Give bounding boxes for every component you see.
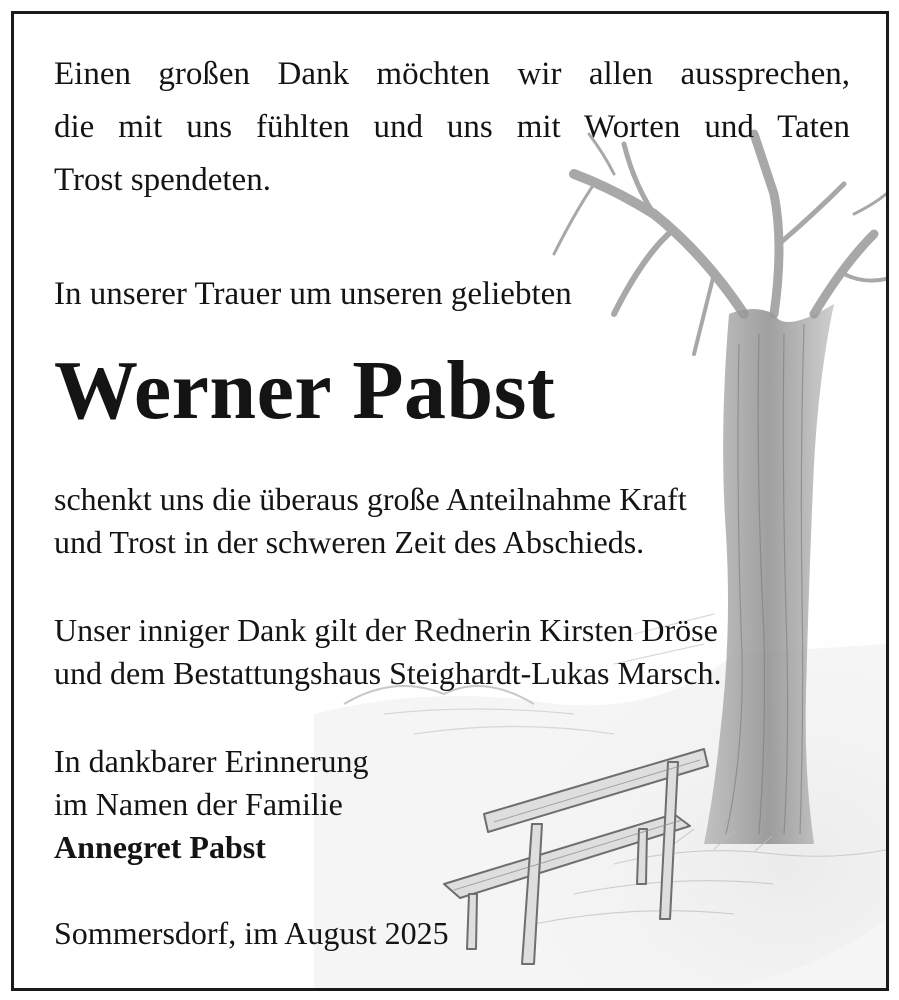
place-date: Sommersdorf, im August 2025 (54, 915, 449, 951)
thanks-line: Unser inniger Dank gilt der Rednerin Kirsten Dröse (54, 612, 718, 648)
intro-line: Einen großen Dank möchten wir allen aussprechen, (54, 56, 850, 92)
intro-paragraph (54, 48, 850, 207)
thanks-line: und dem Bestattungshaus Steighardt-Lukas Marsch. (54, 655, 722, 691)
closing-line: im Namen der Familie (54, 786, 343, 822)
intro-line: Trost spendeten. (54, 162, 271, 198)
obituary-notice (11, 11, 889, 991)
signatory: Annegret Pabst (54, 829, 266, 865)
mourning-line: In unserer Trauer um unseren geliebten (54, 276, 572, 312)
closing-line: In dankbarer Erinnerung (54, 743, 369, 779)
gratitude-line: schenkt uns die überaus große Anteilnahme Kraft (54, 481, 687, 517)
gratitude-line: und Trost in der schweren Zeit des Abschieds. (54, 524, 645, 560)
intro-line: die mit uns fühlten und uns mit Worten und Taten (54, 109, 850, 145)
deceased-name: Werner Pabst (54, 344, 556, 437)
